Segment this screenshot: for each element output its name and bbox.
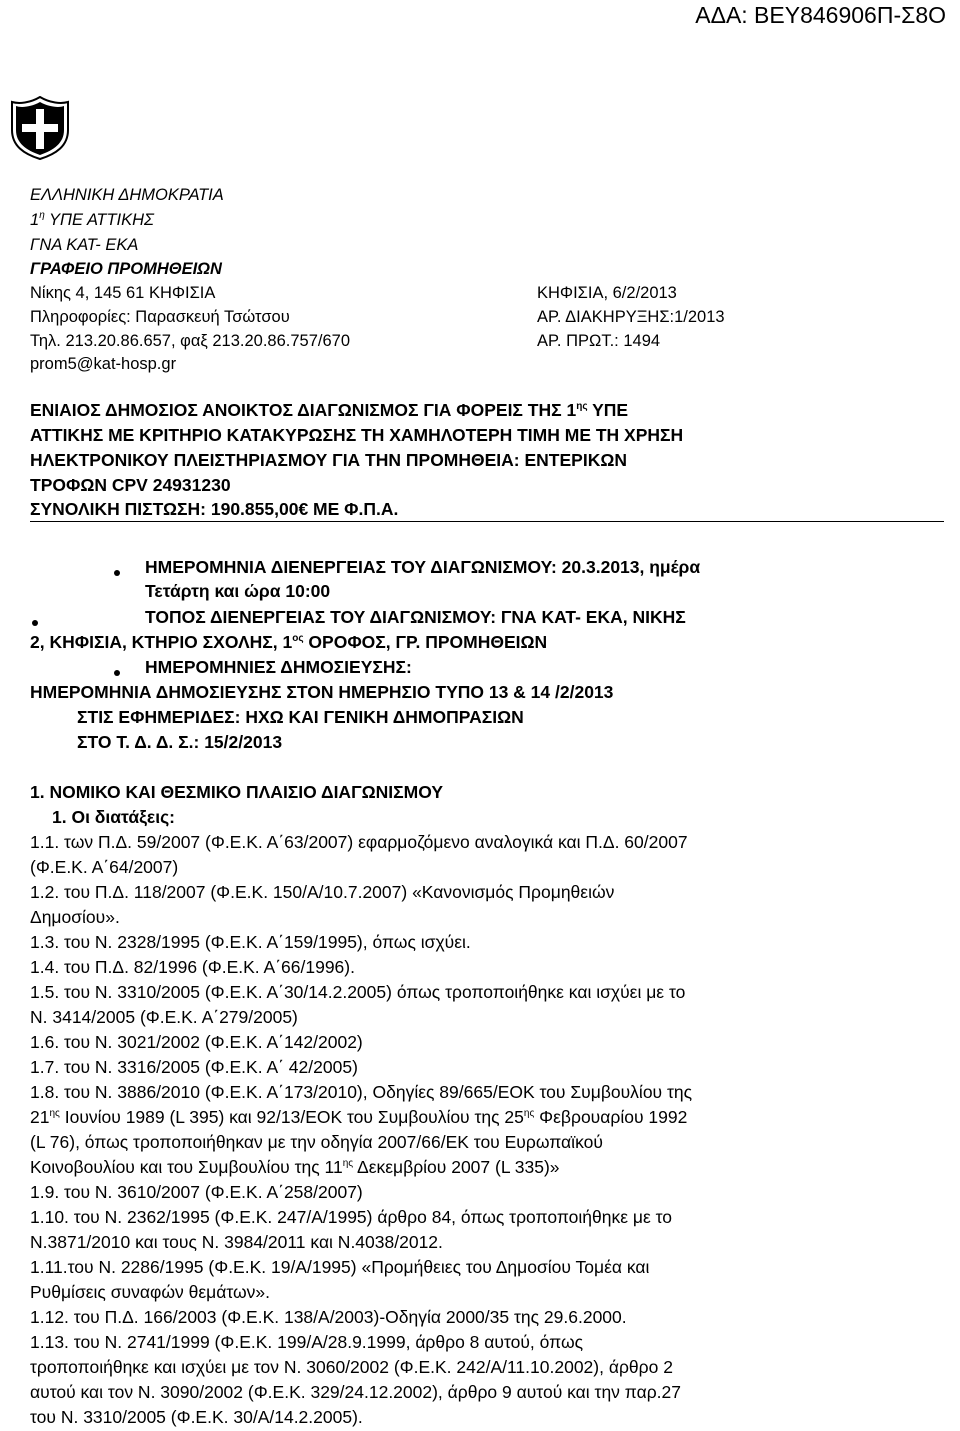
provision-line: 1.2. του Π.Δ. 118/2007 (Φ.Ε.Κ. 150/Α/10.7.2007) «Κανονισμός Προμηθειών bbox=[30, 882, 615, 902]
divider bbox=[30, 521, 944, 522]
greek-coat-of-arms-icon bbox=[10, 96, 70, 160]
provision-line: (L 76), όπως τροποποιήθηκαν με την οδηγία 2007/66/ΕΚ του Ευρωπαϊκού bbox=[30, 1132, 603, 1152]
provision-line: 1.9. του Ν. 3610/2007 (Φ.Ε.Κ. Α΄258/2007) bbox=[30, 1182, 363, 1202]
provision-line: Κοινοβουλίου και του Συμβουλίου της $11^{\eta\varsigma}$ Δεκεμβρίου 2007 (L 335)» bbox=[30, 1157, 560, 1177]
title-line-2: ΑΤΤΙΚΗΣ ΜΕ ΚΡΙΤΗΡΙΟ ΚΑΤΑΚΥΡΩΣΗΣ ΤΗ ΧΑΜΗΛΟΤΕΡΗ ΤΙΜΗ ΜΕ ΤΗ ΧΡΗΣΗ bbox=[30, 425, 684, 445]
procedure-date-line-2: Τετάρτη και ώρα 10:00 bbox=[145, 581, 331, 601]
place-date: ΚΗΦΙΣΙΑ, 6/2/2013 bbox=[537, 284, 677, 302]
provision-line: τροποποιήθηκε και ισχύει με τον Ν. 3060/2002 (Φ.Ε.Κ. 242/Α/11.10.2002), άρθρο 2 bbox=[30, 1357, 673, 1377]
bullet-icon bbox=[32, 620, 38, 626]
provision-line: 1.5. του Ν. 3310/2005 (Φ.Ε.Κ. Α΄30/14.2.2005) όπως τροποποιήθηκε και ισχύει με το bbox=[30, 982, 686, 1002]
header-hospital: ΓΝΑ ΚΑΤ- ΕΚΑ bbox=[30, 236, 139, 254]
procedure-date-line-1: ΗΜΕΡΟΜΗΝΙΑ ΔΙΕΝΕΡΓΕΙΑΣ ΤΟΥ ΔΙΑΓΩΝΙΣΜΟΥ: 20.3.2013, ημέρα bbox=[145, 557, 701, 577]
provision-line: Ν. 3414/2005 (Φ.Ε.Κ. Α΄279/2005) bbox=[30, 1007, 298, 1027]
header-address: Νίκης 4, 145 61 ΚΗΦΙΣΙΑ bbox=[30, 284, 216, 302]
provision-line: Δημοσίου». bbox=[30, 907, 120, 927]
provision-line: 1.12. του Π.Δ. 166/2003 (Φ.Ε.Κ. 138/Α/2003)-Οδηγία 2000/35 της 29.6.2000. bbox=[30, 1307, 627, 1327]
header-email: prom5@kat-hosp.gr bbox=[30, 355, 177, 373]
header-ype: $1^\eta$ ΥΠΕ ΑΤΤΙΚΗΣ bbox=[30, 210, 154, 229]
provision-line: 1.10. του Ν. 2362/1995 (Φ.Ε.Κ. 247/Α/1995) άρθρο 84, όπως τροποποιήθηκε με το bbox=[30, 1207, 673, 1227]
procedure-place-line-1: ΤΟΠΟΣ ΔΙΕΝΕΡΓΕΙΑΣ ΤΟΥ ΔΙΑΓΩΝΙΣΜΟΥ: ΓΝΑ ΚΑΤ- ΕΚΑ, ΝΙΚΗΣ bbox=[145, 607, 686, 627]
publication-line-2: ΣΤΙΣ ΕΦΗΜΕΡΙΔΕΣ: ΗΧΩ ΚΑΙ ΓΕΝΙΚΗ ΔΗΜΟΠΡΑΣΙΩΝ bbox=[77, 707, 524, 727]
section-subheading: 1. Οι διατάξεις: bbox=[52, 807, 175, 827]
procedure-place-line-2: 2, ΚΗΦΙΣΙΑ, ΚΤΗΡΙΟ ΣΧΟΛΗΣ, $1^{o\varsigma}$ ΟΡΟΦΟΣ, ΓΡ. ΠΡΟΜΗΘΕΙΩΝ bbox=[30, 632, 548, 652]
provision-line: 1.8. του Ν. 3886/2010 (Φ.Ε.Κ. Α΄173/2010), Οδηγίες 89/665/ΕΟΚ του Συμβουλίου της bbox=[30, 1082, 693, 1102]
provision-line: 1.6. του Ν. 3021/2002 (Φ.Ε.Κ. Α΄142/2002) bbox=[30, 1032, 363, 1052]
provision-line: 1.11.του Ν. 2286/1995 (Φ.Ε.Κ. 19/Α/1995) «Προμήθειες του Δημοσίου Τομέα και bbox=[30, 1257, 650, 1277]
header-info: Πληροφορίες: Παρασκευή Τσώτσου bbox=[30, 308, 290, 326]
provision-line: 1.4. του Π.Δ. 82/1996 (Φ.Ε.Κ. Α΄66/1996). bbox=[30, 957, 355, 977]
header-phone: Τηλ. 213.20.86.657, φαξ 213.20.86.757/670 bbox=[30, 332, 350, 350]
publication-heading: ΗΜΕΡΟΜΗΝΙΕΣ ΔΗΜΟΣΙΕΥΣΗΣ: bbox=[145, 657, 412, 677]
provision-line: 1.13. του Ν. 2741/1999 (Φ.Ε.Κ. 199/Α/28.9.1999, άρθρο 8 αυτού, όπως bbox=[30, 1332, 584, 1352]
protocol-number: ΑΡ. ΠΡΩΤ.: 1494 bbox=[537, 332, 661, 350]
provision-line: του Ν. 3310/2005 (Φ.Ε.Κ. 30/Α/14.2.2005). bbox=[30, 1407, 363, 1427]
publication-line-1: ΗΜΕΡΟΜΗΝΙΑ ΔΗΜΟΣΙΕΥΣΗΣ ΣΤΟΝ ΗΜΕΡΗΣΙΟ ΤΥΠΟ 13 & 14 /2/2013 bbox=[30, 682, 614, 702]
header-country: ΕΛΛΗΝΙΚΗ ΔΗΜΟΚΡΑΤΙΑ bbox=[30, 186, 224, 204]
provision-line: Ν.3871/2010 και τους Ν. 3984/2011 και Ν.4038/2012. bbox=[30, 1232, 443, 1252]
title-line-4: ΤΡΟΦΩΝ CPV 24931230 bbox=[30, 475, 231, 495]
total-budget: ΣΥΝΟΛΙΚΗ ΠΙΣΤΩΣΗ: 190.855,00€ ΜΕ Φ.Π.Α. bbox=[30, 499, 399, 519]
bullet-icon bbox=[114, 570, 120, 576]
provision-line: (Φ.Ε.Κ. Α΄64/2007) bbox=[30, 857, 179, 877]
provision-line: αυτού και τον Ν. 3090/2002 (Φ.Ε.Κ. 329/24.12.2002), άρθρο 9 αυτού και την παρ.27 bbox=[30, 1382, 682, 1402]
provision-line: 1.7. του Ν. 3316/2005 (Φ.Ε.Κ. Α΄ 42/2005) bbox=[30, 1057, 358, 1077]
header-office: ΓΡΑΦΕΙΟ ΠΡΟΜΗΘΕΙΩΝ bbox=[30, 260, 222, 278]
provision-line: 1.1. των Π.Δ. 59/2007 (Φ.Ε.Κ. Α΄63/2007) εφαρμοζόμενο αναλογικά και Π.Δ. 60/2007 bbox=[30, 832, 688, 852]
provision-line: Ρυθμίσεις συναφών θεμάτων». bbox=[30, 1282, 271, 1302]
section-heading: 1. ΝΟΜΙΚΟ ΚΑΙ ΘΕΣΜΙΚΟ ΠΛΑΙΣΙΟ ΔΙΑΓΩΝΙΣΜΟΥ bbox=[30, 782, 443, 802]
ada-code: ΑΔΑ: ΒΕΥ846906Π-Σ8Ο bbox=[695, 2, 946, 28]
title-line-1: ΕΝΙΑΙΟΣ ΔΗΜΟΣΙΟΣ ΑΝΟΙΚΤΟΣ ΔΙΑΓΩΝΙΣΜΟΣ ΓΙΑ ΦΟΡΕΙΣ ΤΗΣ $1^{\eta\varsigma}$ ΥΠΕ bbox=[30, 400, 629, 420]
title-line-3: ΗΛΕΚΤΡΟΝΙΚΟΥ ΠΛΕΙΣΤΗΡΙΑΣΜΟΥ ΓΙΑ ΤΗΝ ΠΡΟΜΗΘΕΙΑ: ΕΝΤΕΡΙΚΩΝ bbox=[30, 450, 628, 470]
notice-number: ΑΡ. ΔΙΑΚΗΡΥΞΗΣ:1/2013 bbox=[537, 308, 725, 326]
bullet-icon bbox=[114, 670, 120, 676]
publication-line-3: ΣΤΟ Τ. Δ. Δ. Σ.: 15/2/2013 bbox=[77, 732, 283, 752]
provision-line: $21^{\eta\varsigma}$ Ιουνίου 1989 (L 395) και 92/13/ΕΟΚ του Συμβουλίου της $25^{\eta\varsigma}$ Φεβρουαρίου 1992 bbox=[30, 1107, 688, 1127]
provision-line: 1.3. του Ν. 2328/1995 (Φ.Ε.Κ. Α΄159/1995), όπως ισχύει. bbox=[30, 932, 471, 952]
